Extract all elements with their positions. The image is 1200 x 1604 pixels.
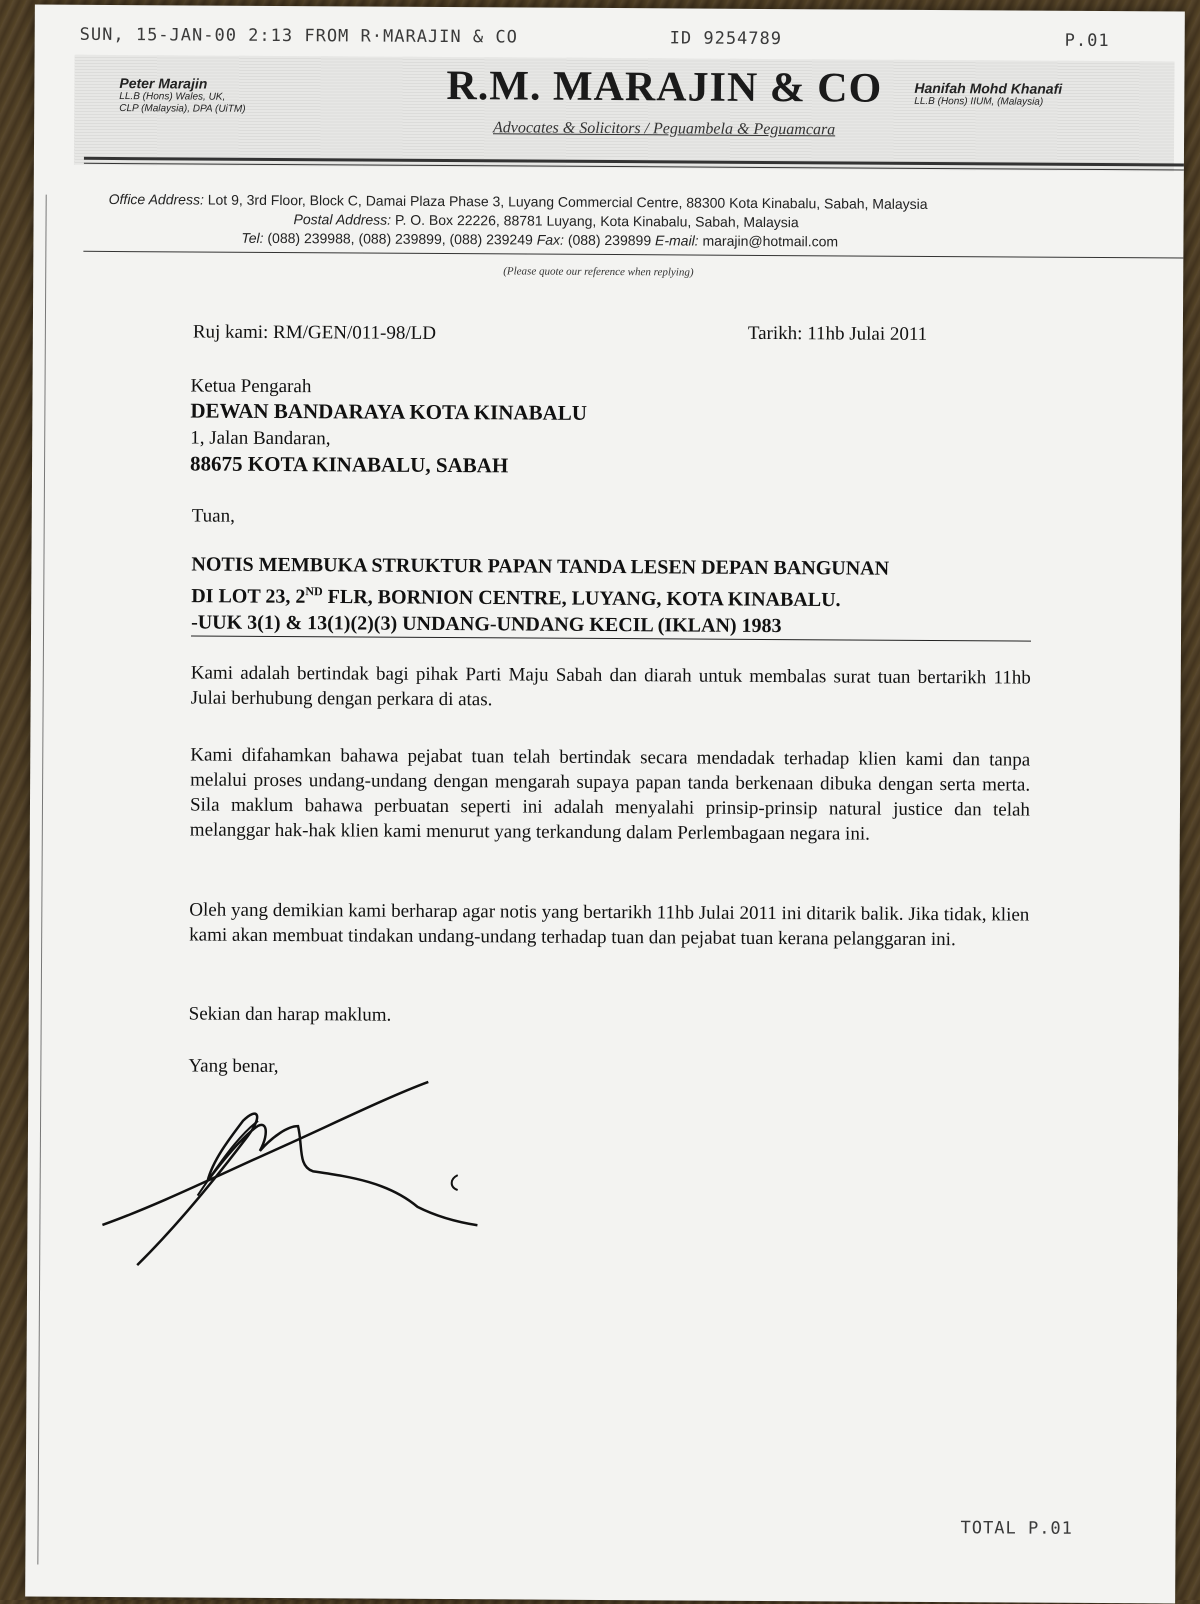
signature-image xyxy=(97,1065,498,1277)
office-address: Lot 9, 3rd Floor, Block C, Damai Plaza Phase 3, Luyang Commercial Centre, 88300 Kota Kinabalu, Sabah, Malaysia xyxy=(207,191,928,212)
right-partner-name: Hanifah Mohd Khanafi xyxy=(914,79,1063,97)
signature-stroke-4 xyxy=(452,1175,458,1190)
address-rule xyxy=(83,251,1183,259)
fax-total: TOTAL P.01 xyxy=(960,1518,1074,1539)
margin-line xyxy=(37,195,46,1565)
office-address-line xyxy=(109,191,1169,213)
subject-line-2-a: DI LOT 23, 2 xyxy=(191,585,306,608)
subject-line-3: -UUK 3(1) & 13(1)(2)(3) UNDANG-UNDANG KECIL (IKLAN) 1983 xyxy=(191,609,1031,641)
left-partner-qual-1: LL.B (Hons) Wales, UK, xyxy=(119,91,226,103)
paragraph-2: Kami difahamkan bahawa pejabat tuan telah bertindak secara mendadak terhadap klien kami dan tanpa melalui proses undang-undang dengan mengarah supaya papan tanda berkenaan dibuka dengan serta merta. Sila maklum bahawa perbuatan seperti ini adalah menyalahi prinsip-prinsip natural justice dan telah melanggar hak-hak klien kami menurut yang terkandung dalam Perlembagaan negara ini. xyxy=(189,744,1031,845)
fax-datetime: SUN, 15-JAN-00 2:13 FROM R·MARAJIN & CO xyxy=(79,24,518,48)
fax-label: Fax: xyxy=(536,231,565,248)
fax-number: (088) 239899 xyxy=(567,231,652,249)
postal-address: P. O. Box 22226, 88781 Luyang, Kota Kinabalu, Sabah, Malaysia xyxy=(394,211,799,231)
reference-number: Ruj kami: RM/GEN/011-98/LD xyxy=(192,321,437,344)
tel-numbers: (088) 239988, (088) 239899, (088) 239249 xyxy=(267,229,533,248)
letter-page xyxy=(25,5,1185,1604)
recipient-organisation: DEWAN BANDARAYA KOTA KINABALU xyxy=(190,398,588,425)
subject-line-2-b: FLR, BORNION CENTRE, LUYANG, KOTA KINABALU. xyxy=(322,585,841,612)
left-partner-name: Peter Marajin xyxy=(119,75,208,92)
subject-line-2 xyxy=(191,577,1041,614)
left-partner-qual-2: CLP (Malaysia), DPA (UiTM) xyxy=(119,103,246,115)
fax-page: P.01 xyxy=(1064,30,1110,52)
salutation: Tuan, xyxy=(191,505,235,527)
contact-line xyxy=(241,230,838,250)
fax-id: ID 9254789 xyxy=(669,28,783,50)
sign-off: Yang benar, xyxy=(188,1055,279,1078)
recipient-city: 88675 KOTA KINABALU, SABAH xyxy=(189,451,509,478)
email-address: marajin@hotmail.com xyxy=(702,232,839,250)
letter-date: Tarikh: 11hb Julai 2011 xyxy=(747,322,928,345)
right-partner-qual-1: LL.B (Hons) IIUM, (Malaysia) xyxy=(914,95,1044,108)
subject-line-1: NOTIS MEMBUKA STRUKTUR PAPAN TANDA LESEN DEPAN BANGUNAN xyxy=(191,553,890,580)
firm-name: R.M. MARAJIN & CO xyxy=(446,63,883,112)
signature-stroke-1 xyxy=(102,1080,428,1227)
recipient-title: Ketua Pengarah xyxy=(190,375,312,398)
paragraph-1: Kami adalah bertindak bagi pihak Parti Maju Sabah dan diarah untuk membalas surat tuan bertarikh 11hb Julai berhubung dengan perkara di atas. xyxy=(190,662,1031,711)
closing-line: Sekian dan harap maklum. xyxy=(188,1003,392,1026)
right-partner xyxy=(914,80,1114,109)
paragraph-3: Oleh yang demikian kami berharap agar notis yang bertarikh 11hb Julai 2011 ini ditarik balik. Jika tidak, klien kami akan membuat tindakan undang-undang terhadap tuan dan pejabat tuan kerana pelanggaran ini. xyxy=(189,899,1030,951)
email-label: E-mail: xyxy=(654,232,699,249)
left-partner xyxy=(119,75,246,116)
subject-line-2-sup: ND xyxy=(305,584,323,599)
subject xyxy=(191,551,1042,641)
reference-note: (Please quote our reference when replying) xyxy=(503,265,694,279)
office-label: Office Address: xyxy=(108,190,204,208)
recipient-street: 1, Jalan Bandaran, xyxy=(190,427,331,450)
postal-address-line xyxy=(294,211,799,230)
postal-label: Postal Address: xyxy=(293,211,392,228)
tel-label: Tel: xyxy=(241,229,264,246)
firm-tagline: Advocates & Solicitors / Peguambela & Peguamcara xyxy=(492,119,836,139)
